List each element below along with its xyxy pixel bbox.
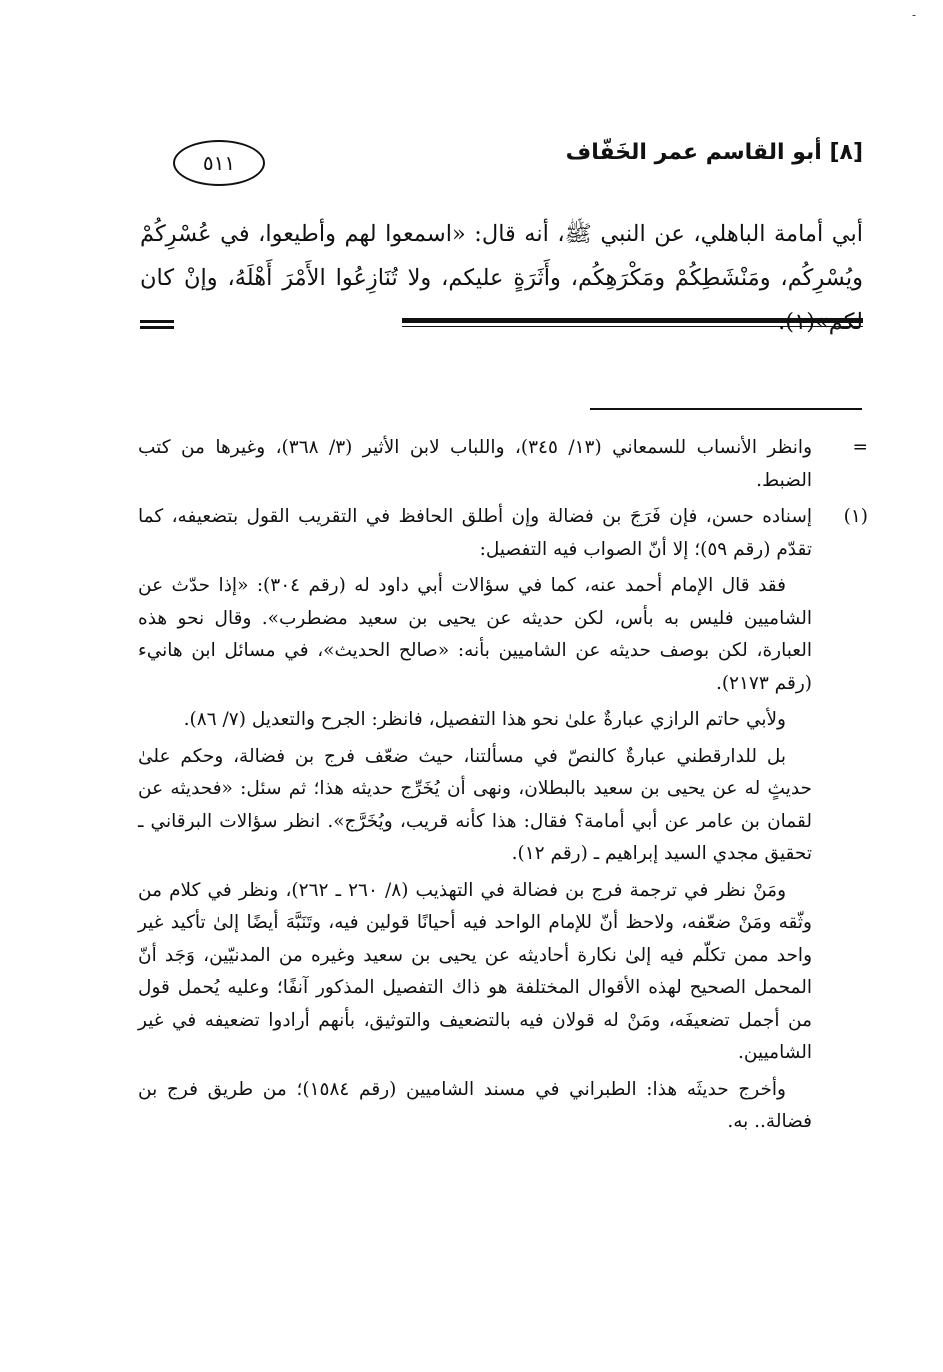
- footnote-separator: [590, 408, 862, 410]
- running-title: [٨] أبو القاسم عمر الخَفّاف: [565, 140, 863, 165]
- footnote-1: [138, 501, 868, 1143]
- footnote-paragraph: فقد قال الإمام أحمد عنه، كما في سؤالات أبي داود له (رقم ٣٠٤): «إذا حدّث عن الشاميين فليس به بأس، لكن حديثه عن يحيى بن سعيد مضطرب». وقال نحو هذه العبارة، لكن بوصف حديثه عن الشاميين بأنه: «صالح الحديث»، في مسائل ابن هانيء (رقم ٢١٧٣).: [138, 575, 812, 694]
- footnote-paragraph: ولأبي حاتم الرازي عبارةٌ علىٰ نحو هذا التفصيل، فانظر: الجرح والتعديل (٧/ ٨٦).: [183, 709, 786, 730]
- footnote-paragraph: ومَنْ نظر في ترجمة فرج بن فضالة في التهذيب (٨/ ٢٦٠ ـ ٢٦٢)، ونظر في كلام من وثّقه ومَنْ ضعّفه، ولاحظ أنّ للإمام الواحد فيه أحيانًا قولين فيه، وتَنَبَّهَ أيضًا إلىٰ تأكيد غير واحد ممن تكلّم فيه إلىٰ نكارة أحاديثه عن يحيى بن سعيد وغيره من المدنيّين، وَجَد أنّ المحمل الصحيح لهذه الأقوال المختلفة هو ذاك التفصيل المذكور آنفًا؛ وعليه يُحمل قول من أجمل تضعيفَه، ومَنْ له قولان فيه بالتضعيف والتوثيق، بأنهم أرادوا تضعيفه في غير الشاميين.: [138, 879, 812, 1063]
- footnote-paragraph: بل للدارقطني عبارةٌ كالنصّ في مسألتنا، حيث ضعّف فرج بن فضالة، وحكم علىٰ حديثٍ له عن يحيى بن سعيد بالبطلان، ونهى أن يُخَرِّج حديثه هذا؛ ثم سئل: «فحديثه عن لقمان بن عامر عن أبي أمامة؟ فقال: هذا كأنه قريب، ويُخَرَّج». انظر سؤالات البرقاني ـ تحقيق مجدي السيد إبراهيم ـ (رقم ١٢).: [138, 745, 812, 864]
- footnote-continuation: [138, 432, 868, 501]
- footnote-paragraph: إسناده حسن، فإن فَرَجَ بن فضالة وإن أطلق الحافظ في التقريب القول بتضعيفه، كما تقدّم (رقم ٥٩)؛ إلا أنّ الصواب فيه التفصيل:: [138, 506, 812, 560]
- footnote-body: [138, 432, 812, 501]
- page-number: ٥١١: [173, 140, 265, 186]
- main-text: أبي أمامة الباهلي، عن النبي ﷺ، أنه قال: «اسمعوا لهم وأطيعوا، في عُسْرِكُمْ ويُسْرِكُم، ومَنْشَطِكُمْ ومَكْرَهِكُم، وأَثَرَةٍ عليكم، ولا تُنَازِعُوا الأَمْرَ أَهْلَهُ، وإنْ كان لكم»(١).: [140, 221, 863, 335]
- footnotes: [138, 432, 868, 1143]
- page-header: [140, 140, 863, 200]
- footnote-marker: =: [852, 437, 868, 458]
- footnote-paragraph: وأخرج حديثَه هذا: الطبراني في مسند الشاميين (رقم ١٥٨٤)؛ من طريق فرج بن فضالة.. به.: [138, 1078, 812, 1132]
- footnote-paragraph: وانظر الأنساب للسمعاني (١٣/ ٣٤٥)، واللباب لابن الأثير (٣/ ٣٦٨)، وغيرها من كتب الضبط.: [138, 437, 812, 491]
- corner-mark: -: [912, 8, 917, 22]
- footnote-body: [138, 501, 812, 1143]
- footnote-marker: (١): [843, 506, 868, 527]
